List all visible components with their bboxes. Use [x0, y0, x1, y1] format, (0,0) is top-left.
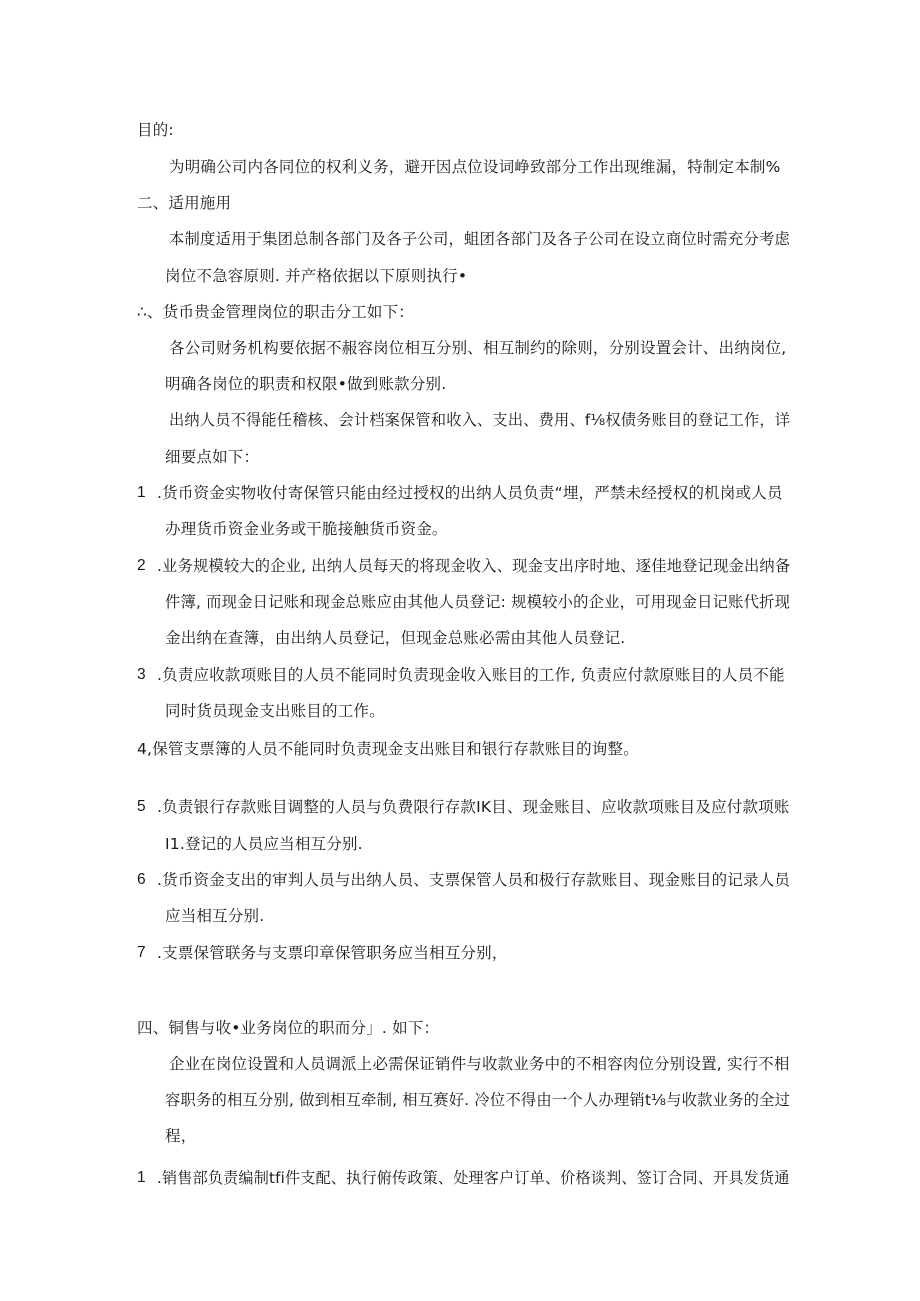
list-item-number: 2 — [137, 557, 146, 574]
sales-para-line1: 企业在岗位设置和人员调派上必需保证销件与收款业务中的不相容肉位分别设置, 实行不相 — [169, 1055, 790, 1073]
list-item-number: 5 — [137, 798, 146, 815]
sales-para-line2: 容职务的相互分别, 做到相互牵制, 相互赛好. 冷位不得由一个人办理销t⅛与收款业务的全过 — [165, 1091, 791, 1109]
sales-para-line3: 程， — [165, 1127, 197, 1145]
list-item-text: 金出纳在查簿，由出纳人员登记，但现金总账必需由其他人员登记. — [165, 629, 626, 647]
list-item-text: .业务规模较大的企业, 出纳人员每天的将现金收入、现金支出序时地、逐佳地登记现金出纳备 — [157, 557, 791, 575]
scope-body-line1: 本制度适用于集团总制各部门及各子公司，蛆团各部门及各子公司在设立商位时需充分考虑 — [169, 230, 791, 248]
sales-heading: 四、铜售与收•业务岗位的职而分」. 如下： — [137, 1019, 440, 1037]
currency-para2-line2: 细要点如下： — [165, 448, 260, 466]
list-item-text: 4,保管支票簿的人员不能同时负责现金支出账目和银行存款账目的询整。 — [137, 740, 639, 758]
currency-para2-line1: 出纳人员不得能任稽核、会计档案保管和收入、支出、费用、f⅛权债务账目的登记工作，详 — [169, 411, 791, 429]
purpose-body: 为明确公司内各同位的权利义务，避开因点位设词峥致部分工作出现维漏，特制定本制% — [169, 158, 781, 176]
list-item-text: .销售部负责编制tfi件支配、执行俯传政策、处理客户订单、价格谈判、签订合同、开具发货通 — [157, 1169, 790, 1187]
list-item-number: 1 — [137, 1169, 146, 1186]
currency-heading: ∴、货币贵金管理岗位的职击分工如下： — [137, 303, 414, 321]
currency-para1-line1: 各公司财务机构要依据不赧容岗位相互分别、相互制约的除则，分别设置会计、出纳岗位, — [169, 339, 787, 357]
list-item-number: 3 — [137, 666, 146, 683]
list-item-number: 1 — [137, 484, 146, 501]
list-item-text: .支票保管联务与支票印章保管职务应当相互分别， — [157, 944, 508, 962]
list-item-text: .负责应收款项账目的人员不能同时负责现金收入账目的工作, 负责应付款原账目的人员不能 — [157, 666, 785, 684]
list-item-text: 同时货员现金支出账目的工作。 — [165, 702, 385, 720]
list-item-text: .货币资金支出的审判人员与出纳人员、支票保管人员和极行存款账目、现金账目的记录人员 — [157, 871, 791, 889]
list-item-text: .货币资金实物收付寄保管只能由经过授权的出纳人员负责“埋，严禁未经授权的机岗或人员 — [157, 484, 783, 502]
list-item-text: 办理货币资金业务或干脆接触货币资金。 — [165, 520, 448, 538]
list-item-number: 6 — [137, 871, 146, 888]
list-item-text: .负责银行存款账目调整的人员与负费限行存款IK目、现金账目、应收款项账目及应付款项账 — [157, 798, 790, 816]
list-item-number: 7 — [137, 944, 146, 961]
list-item-text: I1.登记的人员应当相互分别. — [165, 835, 363, 853]
scope-body-line2: 岗位不急容原则. 并产格依据以下原则执行• — [165, 267, 468, 285]
currency-para1-line2: 明确各岗位的职责和权限•做到账款分别. — [165, 375, 447, 393]
list-item-text: 件簿, 而现金日记账和现金总账应由其他人员登记: 规模较小的企业，可用现金日记账代折现 — [165, 593, 791, 611]
list-item-text: 应当相互分别. — [165, 907, 265, 925]
scope-heading: 二、适用施用 — [137, 194, 232, 212]
purpose-heading: 目的: — [137, 121, 174, 139]
